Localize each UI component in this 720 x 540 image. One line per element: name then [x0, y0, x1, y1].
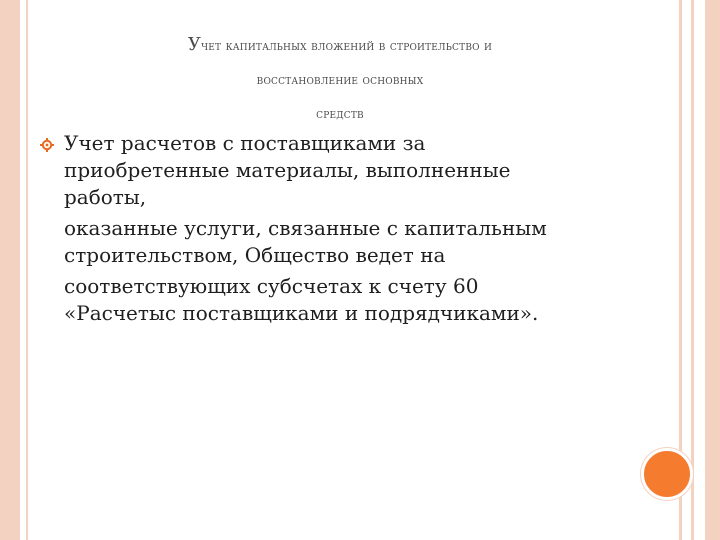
title-line-3: средств — [316, 107, 364, 122]
left-decor-band — [0, 0, 20, 540]
left-decor-line — [26, 0, 28, 540]
body-line-5: строительством, Общество ведет на — [64, 243, 446, 267]
body-line-6: соответствующих субсчетах к счету 60 — [64, 274, 479, 298]
title-line-1 — [40, 28, 640, 64]
slide-title — [40, 28, 640, 132]
title-line-2: восстановление основных — [256, 73, 424, 88]
slide-body — [40, 130, 630, 327]
body-line-2: приобретенные материалы, выполненные — [64, 158, 511, 182]
decor-circle — [641, 448, 693, 500]
gear-icon — [40, 138, 54, 152]
title-line-1-rest: чет капитальных вложений в строительство и — [201, 39, 493, 54]
bullet-item — [40, 130, 630, 211]
body-line-1: Учет расчетов с поставщиками за — [64, 131, 426, 155]
right-decor-line — [691, 0, 694, 540]
body-line-7: «Расчетыс поставщиками и подрядчиками». — [64, 301, 539, 325]
right-decor-band — [705, 0, 720, 540]
body-line-3: работы, — [64, 185, 147, 209]
title-initial: У — [187, 34, 202, 55]
body-line-4: оказанные услуги, связанные с капитальным — [64, 216, 547, 240]
